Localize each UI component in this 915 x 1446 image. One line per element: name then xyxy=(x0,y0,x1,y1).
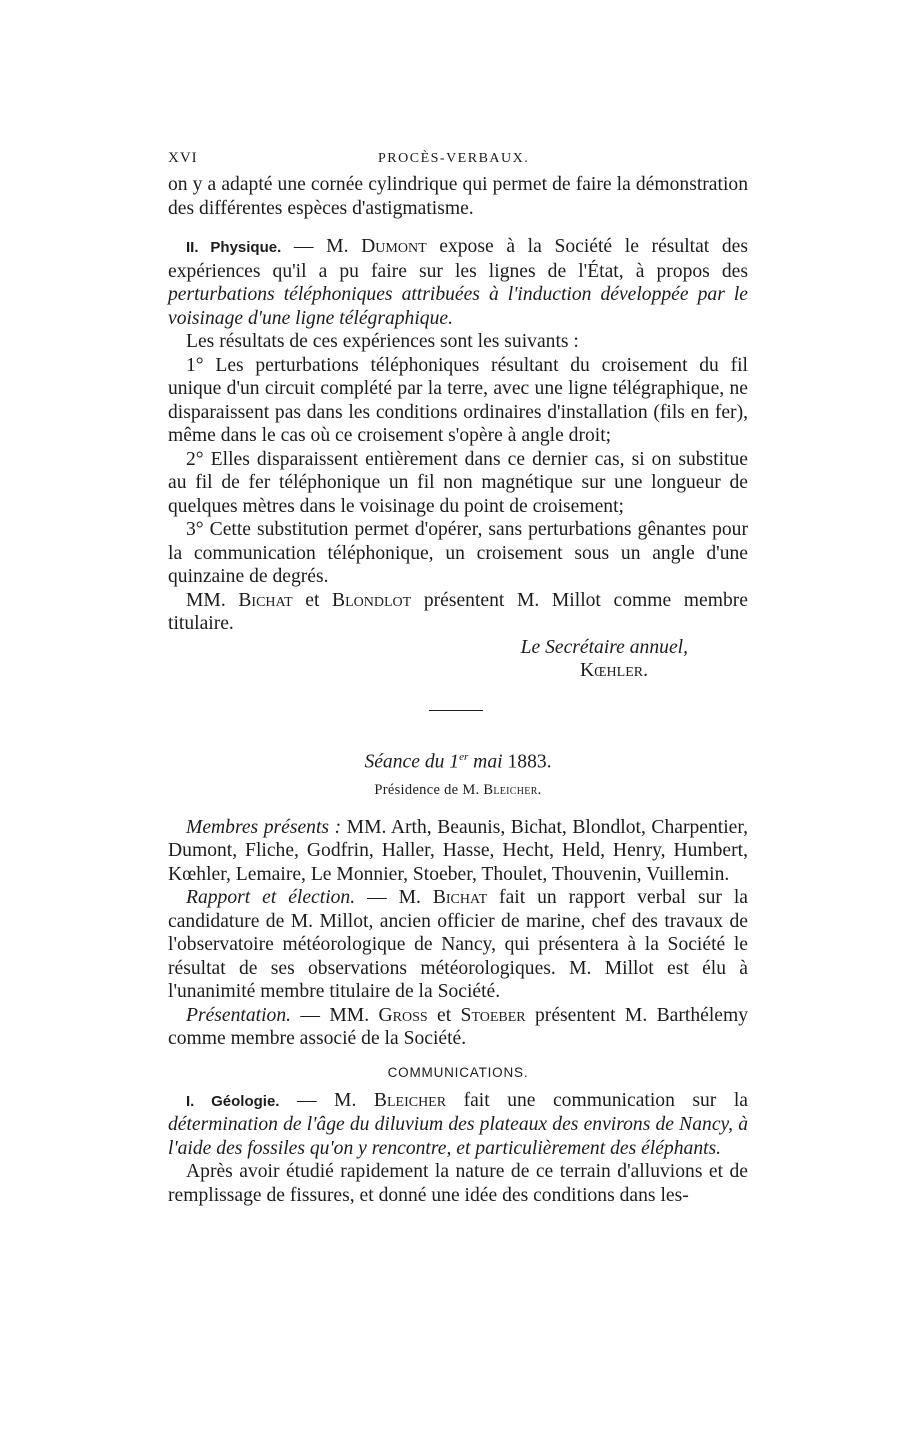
presidency-line: Présidence de M. Bleicher. xyxy=(374,781,542,798)
paragraph-alluvions: Après avoir étudié rapidement la nature de ce terrain d'alluvions et de remplissage de fissures, et donné une idée des conditions dans les- xyxy=(168,1161,748,1206)
section-heading-physique: II. Physique. xyxy=(186,239,282,256)
paragraph-result-3: 3° Cette substitution permet d'opérer, sans perturbations gênantes pour la communication téléphonique, un croisement sous un angle d'une quinzaine de degrés. xyxy=(168,519,748,587)
section-divider xyxy=(429,710,483,711)
paragraph-geologie: I. Géologie. — M. Bleicher fait une communication sur la détermination de l'âge du diluvium des plateaux des environs de Nancy, à l'aide des fossiles qu'on y rencontre, et particulièrement des éléphants. xyxy=(168,1089,748,1159)
paragraph-presentation-barthelemy: Présentation. — MM. Gross et Stoeber présentent M. Barthélemy comme membre associé de la Société. xyxy=(168,1004,748,1050)
running-title: PROCÈS-VERBAUX. xyxy=(378,151,530,166)
paragraph-presentation-millot: MM. Bichat et Blondlot présentent M. Millot comme membre titulaire. xyxy=(168,589,748,634)
communication-title: détermination de l'âge du diluvium des plateaux des environs de Nancy, à l'aide des fossiles qu'on y rencontre, et particulièrement des éléphants. xyxy=(168,1114,748,1159)
paragraph-results-intro: Les résultats de ces expériences sont les suivants : xyxy=(186,331,579,352)
section-heading-geologie: I. Géologie. xyxy=(186,1092,280,1110)
running-header xyxy=(168,150,748,167)
signature-role: Le Secrétaire annuel, xyxy=(520,636,688,658)
rapport-label: Rapport et élection. xyxy=(186,887,356,909)
paragraph-astigmatism: on y a adapté une cornée cylindrique qui permet de faire la démonstration des différentes espèces d'astigmatisme. xyxy=(168,174,748,219)
presentation-label: Présentation. xyxy=(186,1004,292,1026)
paragraph-rapport: Rapport et élection. — M. Bichat fait un rapport verbal sur la candidature de M. Millot, ancien officier de marine, chef des travaux de l'observatoire météorologique de Nancy, qui présentera à la Société le résultat de ses observations météorologiques. M. Millot est élu à l'unanimité membre titulaire de la Société. xyxy=(168,887,748,1003)
members-label: Membres présents : xyxy=(186,816,342,838)
paragraph-physique: II. Physique. — M. Dumont expose à la Société le résultat des expériences qu'il a pu faire sur les lignes de l'État, à propos des perturbations téléphoniques attribuées à l'induction développée par le voisinage d'une ligne télégraphique. xyxy=(168,236,748,329)
communication-title: perturbations téléphoniques attribuées à l'induction développée par le voisinage d'une ligne télégraphique. xyxy=(168,284,748,329)
document-page xyxy=(168,150,748,1207)
paragraph-result-1: 1° Les perturbations téléphoniques résultant du croisement du fil unique d'un circuit complété par la terre, avec une ligne télégraphique, ne disparaissent pas dans les conditions ordinaires d'installation (fils en fer), même dans le cas où ce croisement s'opère à angle droit; xyxy=(168,354,748,446)
author-name: Dumont xyxy=(361,236,427,257)
paragraph-result-2: 2° Elles disparaissent entièrement dans ce dernier cas, si on substitue au fil de fer téléphonique un fil non magnétique sur une longueur de quelques mètres dans le voisinage du point de croisement; xyxy=(168,448,748,517)
session-title: Séance du 1er mai 1883. xyxy=(364,750,552,773)
communications-heading: COMMUNICATIONS. xyxy=(387,1064,529,1080)
page-number: XVI xyxy=(168,150,198,166)
paragraph-members: Membres présents : MM. Arth, Beaunis, Bichat, Blondlot, Charpentier, Dumont, Fliche, Godfrin, Haller, Hasse, Hecht, Held, Henry, Humbert, Kœhler, Lemaire, Le Monnier, Stoeber, Thoulet, Thouvenin, Vuillemin. xyxy=(168,816,748,885)
signature-name: Kœhler. xyxy=(579,660,648,681)
